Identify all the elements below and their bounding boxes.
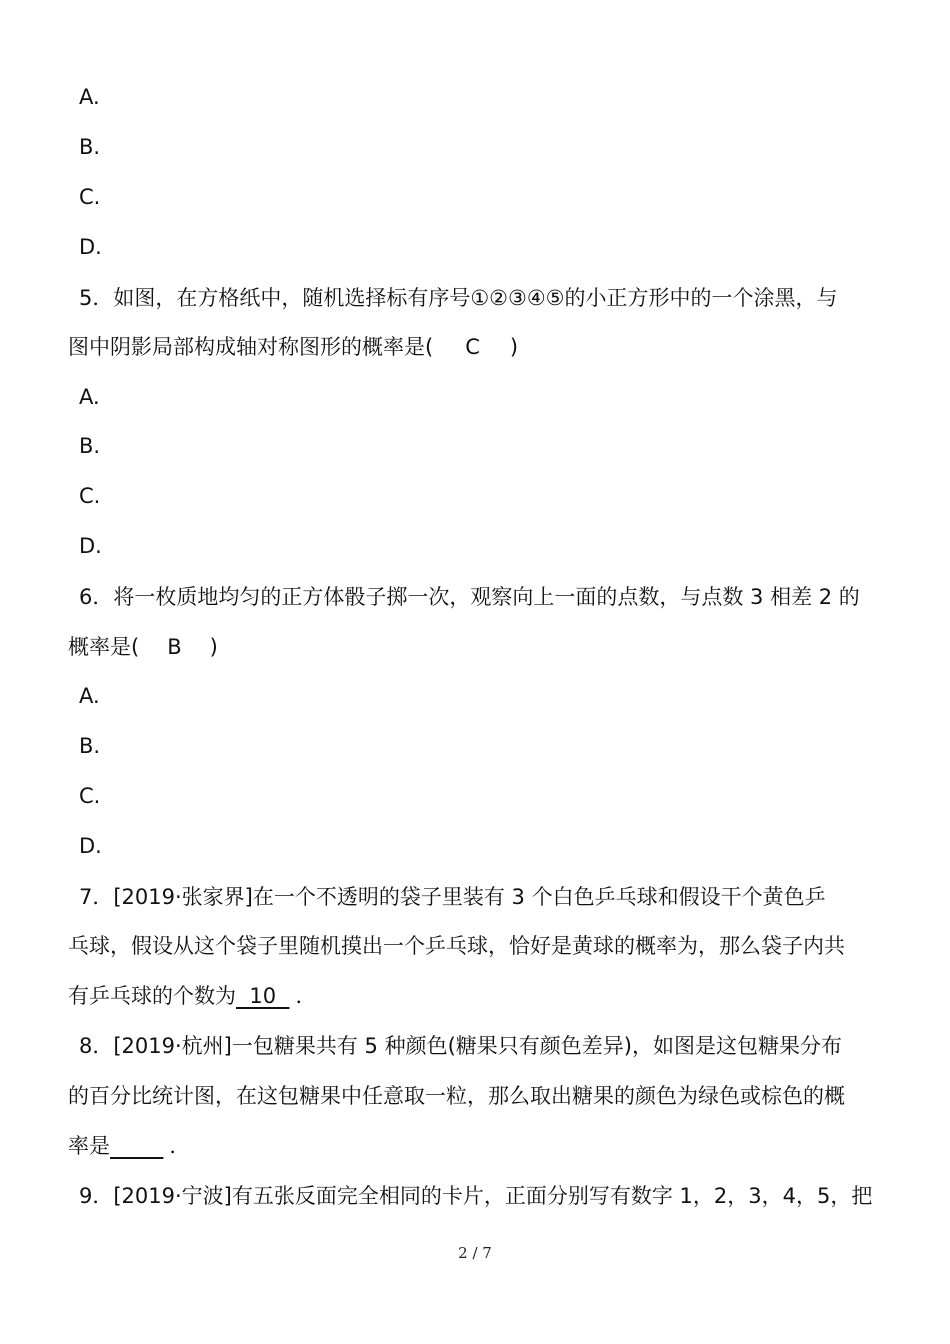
q5-answer: C [465, 335, 480, 359]
q4-option-a: A. [79, 85, 100, 109]
q6-option-c: C. [79, 784, 101, 808]
q6-stem-line2 [68, 632, 218, 662]
q9-stem-line1: 9．[2019·宁波]有五张反面完全相同的卡片，正面分别写有数字 1，2，3，4，5，把 [79, 1184, 873, 1208]
q7-stem-line3 [68, 981, 316, 1011]
q4-option-d: D. [79, 235, 102, 259]
q4-option-c: C. [79, 185, 101, 209]
q7-answer: 10 [249, 984, 277, 1008]
q8-stem-text: 率是 [68, 1134, 110, 1158]
q8-stem-line3 [68, 1131, 190, 1161]
q7-stem-line1: 7．[2019·张家界]在一个不透明的袋子里装有 3 个白色乒乓球和假设干个黄色乒 [79, 885, 826, 909]
q5-option-d: D. [79, 534, 102, 558]
q7-answer-blank [236, 984, 289, 1008]
q5-stem-line1: 5．如图，在方格纸中，随机选择标有序号①②③④⑤的小正方形中的一个涂黑，与 [79, 286, 838, 310]
q6-option-a: A. [79, 684, 100, 708]
q6-stem-text: 概率是( [68, 635, 140, 659]
q8-stem-period: ． [169, 1134, 191, 1158]
q5-option-a: A. [79, 385, 100, 409]
q5-option-c: C. [79, 484, 101, 508]
q6-answer: B [167, 635, 182, 659]
q8-stem-line2: 的百分比统计图，在这包糖果中任意取一粒，那么取出糖果的颜色为绿色或棕色的概 [68, 1084, 845, 1108]
q5-stem-text: 图中阴影局部构成轴对称图形的概率是( [68, 335, 434, 359]
q6-option-d: D. [79, 834, 102, 858]
q7-stem-line2: 乓球，假设从这个袋子里随机摸出一个乒乓球，恰好是黄球的概率为，那么袋子内共 [68, 934, 845, 958]
q6-option-b: B. [79, 734, 101, 758]
q7-stem-period: ． [295, 984, 317, 1008]
q7-stem-text: 有乒乓球的个数为 [68, 984, 236, 1008]
q5-stem-close: ) [509, 335, 519, 359]
q8-stem-line1: 8．[2019·杭州]一包糖果共有 5 种颜色(糖果只有颜色差异)，如图是这包糖果分布 [79, 1034, 842, 1058]
q5-option-b: B. [79, 434, 101, 458]
q5-stem-line2 [68, 332, 518, 362]
q6-stem-line1: 6．将一枚质地均匀的正方体骰子掷一次，观察向上一面的点数，与点数 3 相差 2 的 [79, 585, 860, 609]
q4-option-b: B. [79, 135, 101, 159]
page-number: 2 / 7 [458, 1244, 492, 1262]
q8-answer-blank [110, 1134, 163, 1158]
q6-stem-close: ) [209, 635, 218, 659]
